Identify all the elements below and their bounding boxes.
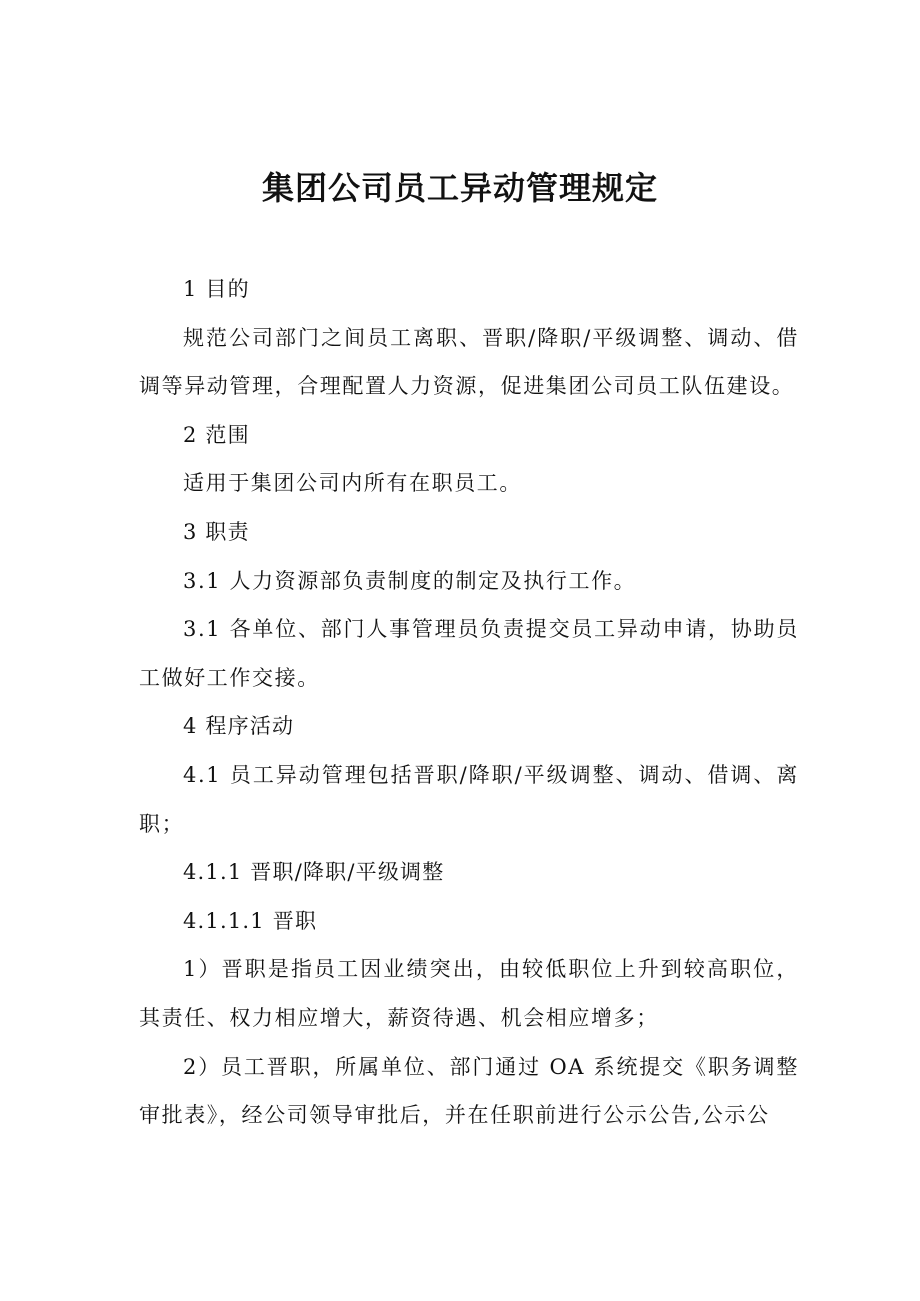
purpose-paragraph: 规范公司部门之间员工离职、晋职/降职/平级调整、调动、借调等异动管理，合理配置人力资源，促进集团公司员工队伍建设。	[139, 325, 799, 399]
section-heading-responsibilities: 3 职责	[183, 519, 250, 544]
subsection-heading: 4.1.1 晋职/降职/平级调整	[183, 860, 445, 885]
subsection-heading-promotion: 4.1.1.1 晋职	[183, 908, 318, 933]
document-title: 集团公司员工异动管理规定	[261, 169, 658, 207]
section-heading-purpose: 1 目的	[183, 277, 250, 301]
promotion-clause: 2）员工晋职，所属单位、部门通过 OA 系统提交《职务调整审批表》，经公司领导审批后，并在任职前进行公示公告,公示公	[139, 1054, 799, 1128]
scope-paragraph: 适用于集团公司内所有在职员工。	[183, 471, 522, 496]
procedure-paragraph: 4.1 员工异动管理包括晋职/降职/平级调整、调动、借调、离职；	[139, 762, 799, 836]
promotion-clause: 1）晋职是指员工因业绩突出，由较低职位上升到较高职位，其责任、权力相应增大，薪资待遇、机会相应增多；	[139, 957, 799, 1030]
responsibility-item: 3.1 人力资源部负责制度的制定及执行工作。	[183, 568, 637, 593]
section-heading-scope: 2 范围	[183, 422, 250, 447]
document-body	[139, 265, 799, 1140]
section-heading-procedure: 4 程序活动	[183, 714, 295, 739]
responsibility-item: 3.1 各单位、部门人事管理员负责提交员工异动申请，协助员工做好工作交接。	[139, 617, 799, 690]
